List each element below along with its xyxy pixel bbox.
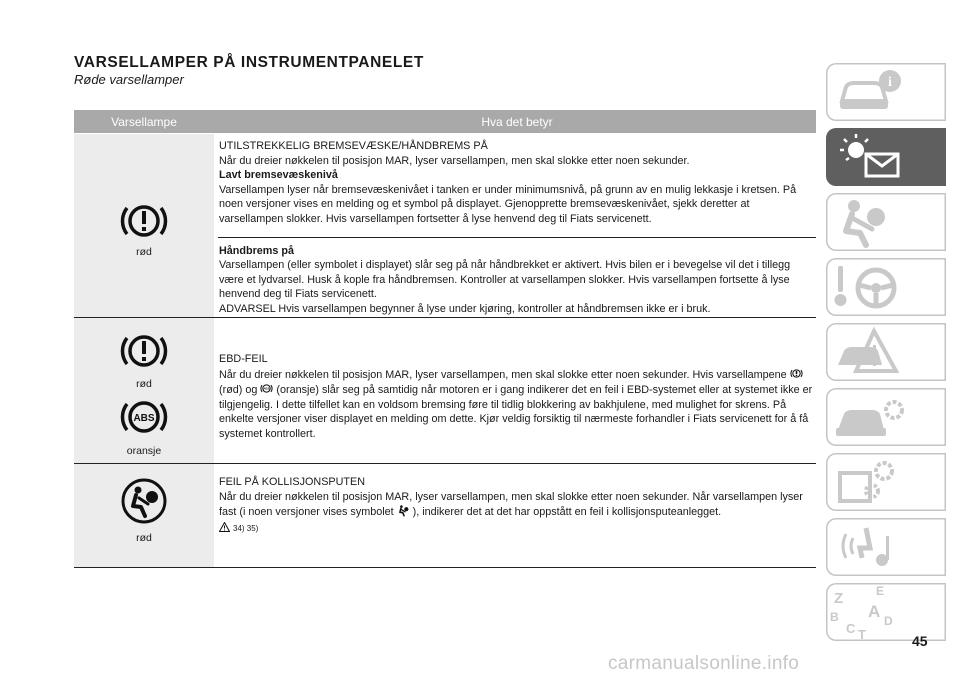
- safety-icon: [826, 193, 946, 251]
- lamp-cell: [74, 318, 214, 463]
- lamp-color-label: oransje: [126, 445, 162, 457]
- index-icon: [826, 583, 946, 641]
- column-header-lamp: Varsellampe: [111, 115, 177, 129]
- section-subheading: Lavt bremsevæskenivå: [219, 169, 338, 182]
- tab-driving[interactable]: [826, 258, 946, 316]
- brake-warning-icon: [119, 196, 169, 246]
- tab-maintenance[interactable]: [826, 388, 946, 446]
- car-info-icon: [826, 63, 946, 121]
- meaning-cell: [219, 352, 816, 442]
- tab-safety[interactable]: [826, 193, 946, 251]
- section-heading: EBD-FEIL: [219, 353, 268, 365]
- section-heading: UTILSTREKKELIG BREMSEVÆSKE/HÅNDBREMS PÅ: [219, 140, 488, 152]
- section-body: Når du dreier nøkkelen til posisjon MAR, lyser varsellampen, men skal slokke etter noen sekunder.: [219, 154, 690, 167]
- svg-text:D: D: [884, 614, 893, 628]
- lamp-color-label: rød: [136, 378, 152, 390]
- airbag-icon: [397, 504, 410, 517]
- body-text: Når du dreier nøkkelen til posisjon MAR, lyser varsellampen, men skal slokke etter noen sekunder. Hvis varsellampene: [219, 368, 787, 381]
- svg-text:ABS: ABS: [133, 413, 155, 424]
- column-header-meaning: Hva det betyr: [481, 115, 553, 129]
- lamp-cell: [74, 464, 214, 567]
- emergency-icon: [826, 323, 946, 381]
- abs-icon: [260, 382, 273, 395]
- table-row: [74, 464, 816, 568]
- svg-text:T: T: [858, 627, 866, 641]
- lamp-color-label: rød: [136, 532, 152, 544]
- svg-text:A: A: [868, 602, 881, 621]
- svg-text:E: E: [876, 584, 885, 598]
- reference-numbers: 34) 35): [233, 523, 259, 533]
- watermark: carmanualsonline.info: [608, 653, 800, 674]
- svg-text:Z: Z: [834, 590, 844, 607]
- page-subtitle: Røde varsellamper: [74, 72, 184, 87]
- page-title: VARSELLAMPER PÅ INSTRUMENTPANELET: [74, 54, 424, 71]
- table-header: [74, 110, 816, 133]
- body-text: ), indikerer det at det har oppstått en feil i kollisjonsputeanlegget.: [412, 506, 722, 519]
- body-text: (oransje) slår seg på samtidig når motoren er i gang indikerer det en feil i EBD-systemet eller at systemet ikke er tilgjengelig. I dette tilfellet kan en voldsom bremsing føre til tidlig blokkering av bakhjulene, med mulighet for skrens. På enkelte versjoner viser displayet en melding om dette. Kjør veldig forsiktig til nærmeste forhandler i Fiats servicenett for å få systemet kontrollert.: [219, 384, 813, 440]
- section-body: [219, 367, 816, 442]
- divider: [218, 237, 816, 238]
- table-row: [74, 318, 816, 464]
- body-text: Når du dreier nøkkelen til posisjon MAR, lyser varsellampen, men skal slokke etter noen sekunder. Når varsellampen lyser fast (i noen versjoner vises symbolet: [219, 490, 803, 519]
- section-body: [219, 490, 816, 520]
- svg-text:B: B: [830, 610, 839, 624]
- abs-icon: [119, 392, 169, 442]
- svg-text:i: i: [888, 75, 892, 90]
- section-subheading: Håndbrems på: [219, 244, 294, 257]
- meaning-cell: [219, 139, 816, 317]
- lamp-cell: [74, 134, 214, 317]
- section-text: Varsellampen (eller symbolet i displayet) slår seg på når håndbrekket er aktivert. Hvis bilen er i bevegelse vil det i tillegg være et lydvarsel. Husk å kople fra håndbremsen. Kontroller at varsellampen slokker. Hvis varsellampen fortsette å lyse henvend deg til Fiats servicenett.: [219, 259, 791, 301]
- tab-warning-lights[interactable]: [826, 128, 946, 186]
- meaning-cell: [219, 475, 816, 536]
- section-text: Varsellampen lyser når bremsevæskenivået i tanken er under minimumsnivå, på grunn av en mulig lekkasje i kretsen. På noen versjoner vises en melding og et symbol på displayet. Gjenopprette bremsevæskenivået, sjekk deretter at varsellampen slokker. Hvis varsellampen fortsetter å lyse henvend deg til Fiats servicenett.: [219, 183, 797, 225]
- brake-warning-icon: [790, 367, 803, 380]
- brake-warning-icon: [119, 326, 169, 376]
- svg-text:C: C: [846, 621, 856, 636]
- warning-text: ADVARSEL Hvis varsellampen begynner å lyse under kjøring, kontroller at håndbremsen ikke er i bruk.: [219, 302, 711, 315]
- section-heading: FEIL PÅ KOLLISJONSPUTEN: [219, 476, 366, 488]
- body-text: (rød) og: [219, 384, 258, 397]
- multimedia-icon: [826, 518, 946, 576]
- page-number: 45: [912, 633, 928, 649]
- references: [219, 521, 816, 537]
- maintenance-icon: [826, 388, 946, 446]
- tech-data-icon: [826, 453, 946, 511]
- warning-lights-icon: [826, 128, 946, 186]
- table-row: [74, 134, 816, 318]
- tab-car-info[interactable]: [826, 63, 946, 121]
- tab-tech-data[interactable]: [826, 453, 946, 511]
- warning-triangle-icon: [219, 522, 230, 532]
- airbag-icon: [119, 476, 169, 526]
- tab-index[interactable]: [826, 583, 946, 641]
- tab-multimedia[interactable]: [826, 518, 946, 576]
- lamp-color-label: rød: [136, 246, 152, 258]
- svg-text:ABS: ABS: [263, 386, 270, 391]
- driving-icon: [826, 258, 946, 316]
- tab-emergency[interactable]: [826, 323, 946, 381]
